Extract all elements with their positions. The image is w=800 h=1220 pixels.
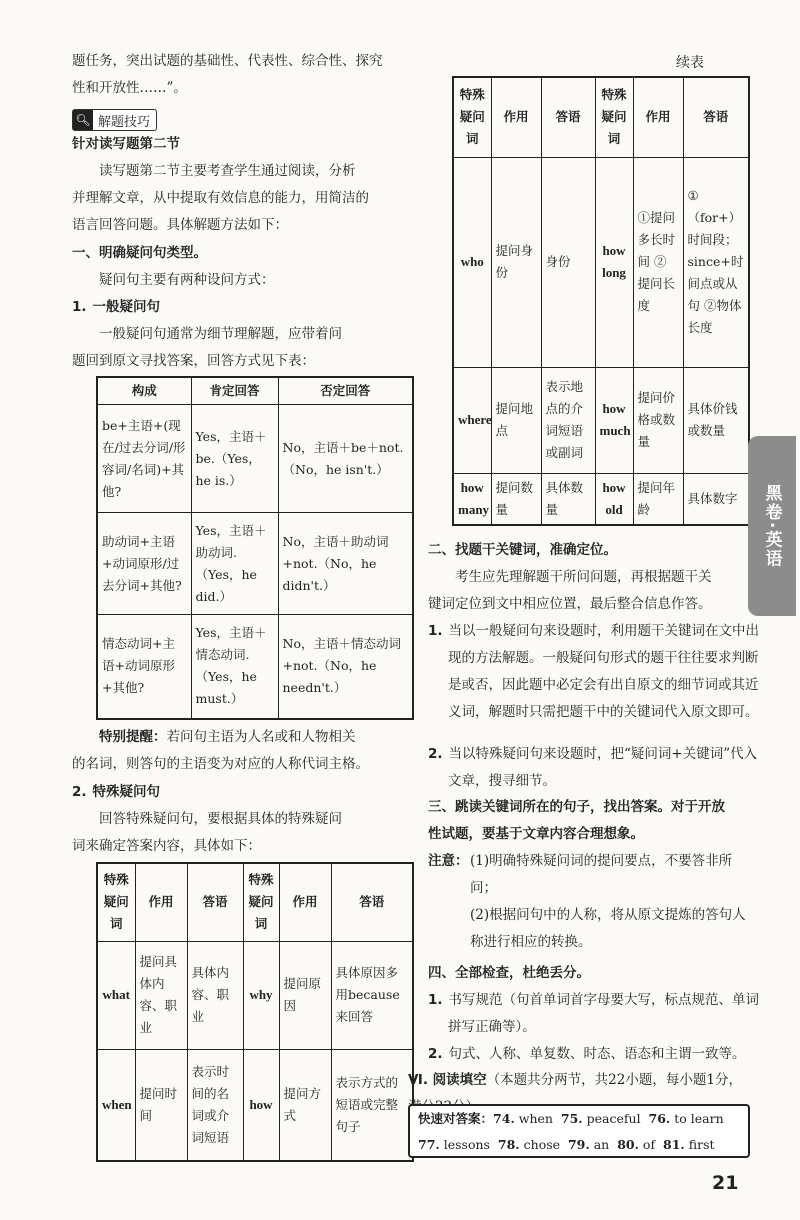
- table-cell: 具体数字: [683, 473, 749, 525]
- note-text-1: 若问句主语为人名或和人物相关: [166, 729, 356, 745]
- table-cell: 提问原因: [279, 941, 331, 1049]
- sub1-num: 1.: [72, 299, 87, 315]
- table-cell: 身份: [541, 157, 595, 367]
- table-row: [97, 405, 413, 513]
- point-1-num: 1.: [428, 623, 443, 639]
- answers-label: 快速对答案：: [418, 1111, 494, 1126]
- check-2: [428, 1041, 770, 1068]
- check-1-text: 书写规范（句首单词首字母要大写，标点规范、单词拼写正确等）。: [448, 992, 760, 1035]
- tips-label: [72, 109, 157, 131]
- table-cell: 提问数量: [491, 473, 541, 525]
- sub1-title: 一般疑问句: [92, 299, 161, 315]
- page-number: 21: [712, 1172, 739, 1194]
- table-cell: 具体内容、职业: [187, 941, 243, 1049]
- answer-number: 76.: [648, 1111, 671, 1126]
- answer-number: 74.: [493, 1111, 515, 1126]
- wh-table-right: [452, 76, 750, 526]
- table-header-cell: 否定回答: [278, 377, 413, 405]
- answer-value: peaceful: [586, 1111, 641, 1126]
- table-cell: 提问身份: [491, 157, 541, 367]
- answers-line-1: [418, 1106, 740, 1132]
- check-2-num: 2.: [428, 1046, 443, 1062]
- table-header-cell: 答语: [187, 863, 243, 941]
- point-2-num: 2.: [428, 746, 443, 762]
- table-row: [97, 615, 413, 719]
- step3-title-2: 性试题，要基于文章内容合理想象。: [428, 826, 644, 842]
- table-row: [453, 157, 749, 367]
- table-cell: No，主语＋助动词+not.（No，he didn't.）: [278, 513, 413, 615]
- answer-value: first: [688, 1137, 715, 1152]
- answers-line-2: [418, 1132, 740, 1158]
- table-cell: 表示方式的短语或完整句子: [331, 1049, 413, 1161]
- table-cell: 提问年龄: [633, 473, 683, 525]
- table-cell: Yes，主语＋情态动词.（Yes，he must.）: [191, 615, 278, 719]
- table-row: [97, 941, 413, 1049]
- check-1: [428, 987, 770, 1041]
- wh-table-header: [453, 77, 749, 157]
- sub2-title: 特殊疑问句: [92, 784, 161, 800]
- table-cell: how many: [453, 473, 491, 525]
- table-header-cell: 特殊疑问词: [595, 77, 633, 157]
- tips-label-text: 解题技巧: [98, 114, 151, 130]
- answer-value: of: [642, 1137, 656, 1152]
- note-label: 特别提醒：: [99, 729, 167, 745]
- table-cell: Yes，主语＋助动词.（Yes，he did.）: [191, 513, 278, 615]
- table-header-cell: 特殊疑问词: [97, 863, 135, 941]
- table-cell: 提问价格或数量: [633, 367, 683, 473]
- magnifier-icon: 🔍︎: [73, 110, 93, 130]
- table-cell: 提问具体内容、职业: [135, 941, 187, 1049]
- step1-title: 一、明确疑问句类型。: [72, 245, 207, 261]
- table-cell: No，主语＋be＋not.（No，he isn't.）: [278, 405, 413, 513]
- table-cell: how long: [595, 157, 633, 367]
- intro-line-1: 题任务，突出试题的基础性、代表性、综合性、探究: [72, 53, 383, 69]
- table-header-cell: 答语: [541, 77, 595, 157]
- table-header-cell: 作用: [279, 863, 331, 941]
- table-cell: where: [453, 367, 491, 473]
- yes-no-table: [96, 376, 414, 720]
- table-cell: why: [243, 941, 279, 1049]
- table-cell: 具体价钱或数量: [683, 367, 749, 473]
- table-cell: 情态动词+主语+动词原形+其他?: [97, 615, 191, 719]
- point-1-text: 当以一般疑问句来设题时，利用题干关键词在文中出现的方法解题。一般疑问句形式的题干往往要求判断是或否，因此题中必定会有出自原文的细节词或其近义词，解题时只需把题干中的关键词代入原文即可。: [448, 623, 760, 720]
- caution-label: 注意：: [428, 853, 469, 869]
- table-cell: how old: [595, 473, 633, 525]
- sub1-text-2: 题回到原文寻找答案，回答方式见下表：: [72, 353, 315, 369]
- note-line-2: 的名词，则答句的主语变为对应的人称代词主格。: [72, 756, 369, 772]
- answer-number: 81.: [663, 1137, 685, 1152]
- table-row: [97, 513, 413, 615]
- table-cell: 助动词+主语+动词原形/过去分词+其他?: [97, 513, 191, 615]
- intro-line-2: 性和开放性……”。: [72, 80, 187, 96]
- answer-value: chose: [523, 1137, 561, 1152]
- table-header-cell: 作用: [135, 863, 187, 941]
- step4-title: 四、全部检查，杜绝丢分。: [428, 965, 590, 981]
- table-cell: when: [97, 1049, 135, 1161]
- table-cell: 表示地点的介词短语或副词: [541, 367, 595, 473]
- table-cell: 具体原因多用because来回答: [331, 941, 413, 1049]
- section-para-1: 读写题第二节主要考查学生通过阅读，分析: [99, 163, 356, 179]
- caution-2: (2)根据问句中的人称，将从原文提炼的答句人称进行相应的转换。: [470, 907, 746, 950]
- check-1-num: 1.: [428, 992, 443, 1008]
- table-cell: be+主语+(现在/过去分词/形容词/名词)+其他?: [97, 405, 191, 513]
- answer-value: to learn: [674, 1111, 724, 1126]
- answer-number: 79.: [567, 1137, 590, 1152]
- answer-number: 80.: [617, 1137, 639, 1152]
- tips-label-wrap: [72, 104, 157, 131]
- table-cell: ①（for+）时间段；since+时间点或从句 ②物体长度: [683, 157, 749, 367]
- step3-title-1: 三、跳读关键词所在的句子，找出答案。对于开放: [428, 799, 725, 815]
- sub2-num: 2.: [72, 784, 87, 800]
- point-1: [428, 618, 770, 726]
- table-header-cell: 作用: [633, 77, 683, 157]
- table-cell: 表示时间的名词或介词短语: [187, 1049, 243, 1161]
- table-cell: how much: [595, 367, 633, 473]
- table-row: [453, 367, 749, 473]
- step2-text-2: 键词定位到文中相应位置，最后整合信息作答。: [428, 596, 712, 612]
- sub1-text-1: 一般疑问句通常为细节理解题，应带着问: [99, 326, 342, 342]
- section-title: 针对读写题第二节: [72, 136, 180, 152]
- yes-no-table-header: [97, 377, 413, 405]
- answer-number: 75.: [560, 1111, 583, 1126]
- sub2-heading: [72, 779, 160, 806]
- wh-table-header: [97, 863, 413, 941]
- part6-title: Ⅵ. 阅读填空: [408, 1072, 487, 1088]
- section-para-3: 语言回答问题。具体解题方法如下：: [72, 217, 288, 233]
- side-tab: [748, 436, 796, 616]
- table-header-cell: 构成: [97, 377, 191, 405]
- table-cell: 提问地点: [491, 367, 541, 473]
- answer-value: an: [593, 1137, 610, 1152]
- sub1-heading: [72, 294, 160, 321]
- sub2-text-2: 词来确定答案内容，具体如下：: [72, 838, 261, 854]
- note-line-1: [72, 724, 356, 751]
- table-cell: what: [97, 941, 135, 1049]
- table-cell: 提问方式: [279, 1049, 331, 1161]
- step2-title: 二、找题干关键词，准确定位。: [428, 542, 617, 558]
- table-cell: who: [453, 157, 491, 367]
- answer-value: when: [518, 1111, 553, 1126]
- sub2-text-1: 回答特殊疑问句，要根据具体的特殊疑问: [99, 811, 342, 827]
- table-header-cell: 答语: [331, 863, 413, 941]
- table-row: [97, 1049, 413, 1161]
- table-header-cell: 特殊疑问词: [243, 863, 279, 941]
- point-2: [428, 741, 770, 795]
- section-para-2: 并理解文章，从中提取有效信息的能力，用简洁的: [72, 190, 369, 206]
- table-cell: No，主语＋情态动词+not.（No，he needn't.）: [278, 615, 413, 719]
- point-2-text: 当以特殊疑问句来设题时，把“疑问词+关键词”代入文章，搜寻细节。: [448, 746, 758, 789]
- side-tab-label: 黑卷·英语: [761, 483, 782, 569]
- answer-number: 77.: [418, 1137, 440, 1152]
- continued-label: 续表: [676, 55, 704, 71]
- table-header-cell: 特殊疑问词: [453, 77, 491, 157]
- table-header-cell: 肯定回答: [191, 377, 278, 405]
- table-header-cell: 答语: [683, 77, 749, 157]
- caution-1: (1)明确特殊疑问词的提问要点，不要答非所问；: [470, 853, 733, 896]
- table-cell: how: [243, 1049, 279, 1161]
- wh-table-left: [96, 862, 414, 1162]
- table-row: [453, 473, 749, 525]
- table-cell: ①提问多长时间 ②提问长度: [633, 157, 683, 367]
- step2-text-1: 考生应先理解题干所问问题，再根据题干关: [455, 569, 712, 585]
- table-cell: 提问时间: [135, 1049, 187, 1161]
- answer-value: lessons: [443, 1137, 490, 1152]
- part6-text: （本题共分两节，共22小题，每小题1分，: [486, 1072, 742, 1088]
- check-2-text: 句式、人称、单复数、时态、语态和主谓一致等。: [448, 1046, 746, 1062]
- table-header-cell: 作用: [491, 77, 541, 157]
- caution-block: [428, 848, 750, 956]
- answer-number: 78.: [497, 1137, 520, 1152]
- table-cell: Yes，主语＋be.（Yes，he is.）: [191, 405, 278, 513]
- quick-answers-box: [408, 1104, 750, 1158]
- table-cell: 具体数量: [541, 473, 595, 525]
- step1-text: 疑问句主要有两种设问方式：: [99, 272, 275, 288]
